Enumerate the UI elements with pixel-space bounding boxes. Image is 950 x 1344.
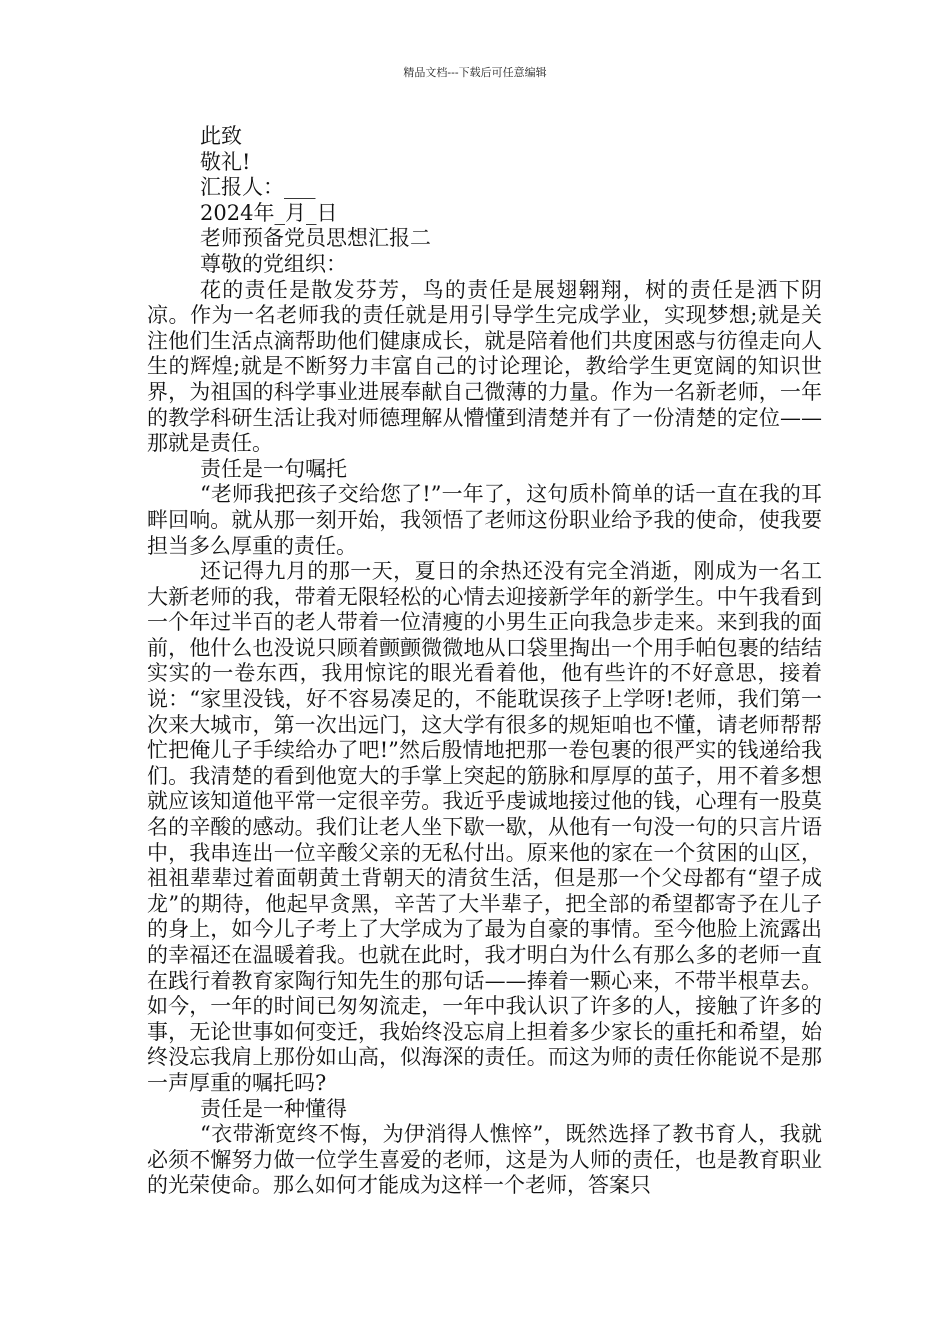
document-body <box>147 124 822 1199</box>
closing-salutation-1: 此致 <box>200 124 242 148</box>
paragraph: “衣带渐宽终不悔，为伊消得人憔悴”，既然选择了教书育人，我就必须不懈努力做一位学生喜爱的老师，这是为人师的责任，也是教育职业的光荣使命。那么如何才能成为这样一个老师，答案只 <box>147 1122 822 1198</box>
section-heading: 责任是一种懂得 <box>200 1096 347 1121</box>
page-header: 精品文档---下载后可任意编辑 <box>403 66 547 79</box>
greeting: 尊敬的党组织： <box>200 251 347 276</box>
paragraph: “老师我把孩子交给您了!”一年了，这句质朴简单的话一直在我的耳畔回响。就从那一刻开始，我领悟了老师这份职业给予我的使命，使我要担当多么厚重的责任。 <box>147 482 822 558</box>
date-line: 2024年_月_日 <box>200 200 338 225</box>
section-heading: 责任是一句嘱托 <box>200 456 347 481</box>
document-title: 老师预备党员思想汇报二 <box>200 226 431 251</box>
paragraph: 花的责任是散发芬芳，鸟的责任是展翅翱翔，树的责任是洒下阴凉。作为一名老师我的责任就是用引导学生完成学业，实现梦想;就是关注他们生活点滴帮助他们健康成长，就是陪着他们共度困惑与彷徨走向人生的辉煌;就是不断努力丰富自己的讨论理论，教给学生更宽阔的知识世界，为祖国的科学事业进展奉献自己微薄的力量。作为一名新老师，一年的教学科研生活让我对师德理解从懵懂到清楚并有了一份清楚的定位——那就是责任。 <box>147 277 822 456</box>
reporter-line: 汇报人：___ <box>200 175 316 200</box>
closing-salutation-2: 敬礼! <box>200 149 251 174</box>
paragraph: 还记得九月的那一天，夏日的余热还没有完全消逝，刚成为一名工大新老师的我，带着无限轻松的心情去迎接新学年的新学生。中午我看到一个年过半百的老人带着一位清瘦的小男生正向我急步走来。来到我的面前，他什么也没说只顾着颤颤微微地从口袋里掏出一个用手帕包裹的结结实实的一卷东西，我用惊诧的眼光看着他，他有些许的不好意思，接着说：“家里没钱，好不容易凑足的，不能耽误孩子上学呀!老师，我们第一次来大城市，第一次出远门，这大学有很多的规矩咱也不懂，请老师帮帮忙把俺儿子手续给办了吧!”然后殷情地把那一卷包裹的很严实的钱递给我们。我清楚的看到他宽大的手掌上突起的筋脉和厚厚的茧子，用不着多想就应该知道他平常一定很辛劳。我近乎虔诚地接过他的钱，心理有一股莫名的辛酸的感动。我们让老人坐下歇一歇，从他有一句没一句的只言片语中，我串连出一位辛酸父亲的无私付出。原来他的家在一个贫困的山区，祖祖辈辈过着面朝黄土背朝天的清贫生活，但是那一个父母都有“望子成龙”的期待，他起早贪黑，辛苦了大半辈子，把全部的希望都寄予在儿子的身上，如今儿子考上了大学成为了最为自豪的事情。至今他脸上流露出的幸福还在温暖着我。也就在此时，我才明白为什么有那么多的老师一直在践行着教育家陶行知先生的那句话——捧着一颗心来，不带半根草去。如今，一年的时间已匆匆流走，一年中我认识了许多的人，接触了许多的事，无论世事如何变迁，我始终没忘肩上担着多少家长的重托和希望，始终没忘我肩上那份如山高，似海深的责任。而这为师的责任你能说不是那一声厚重的嘱托吗? <box>147 559 822 1095</box>
